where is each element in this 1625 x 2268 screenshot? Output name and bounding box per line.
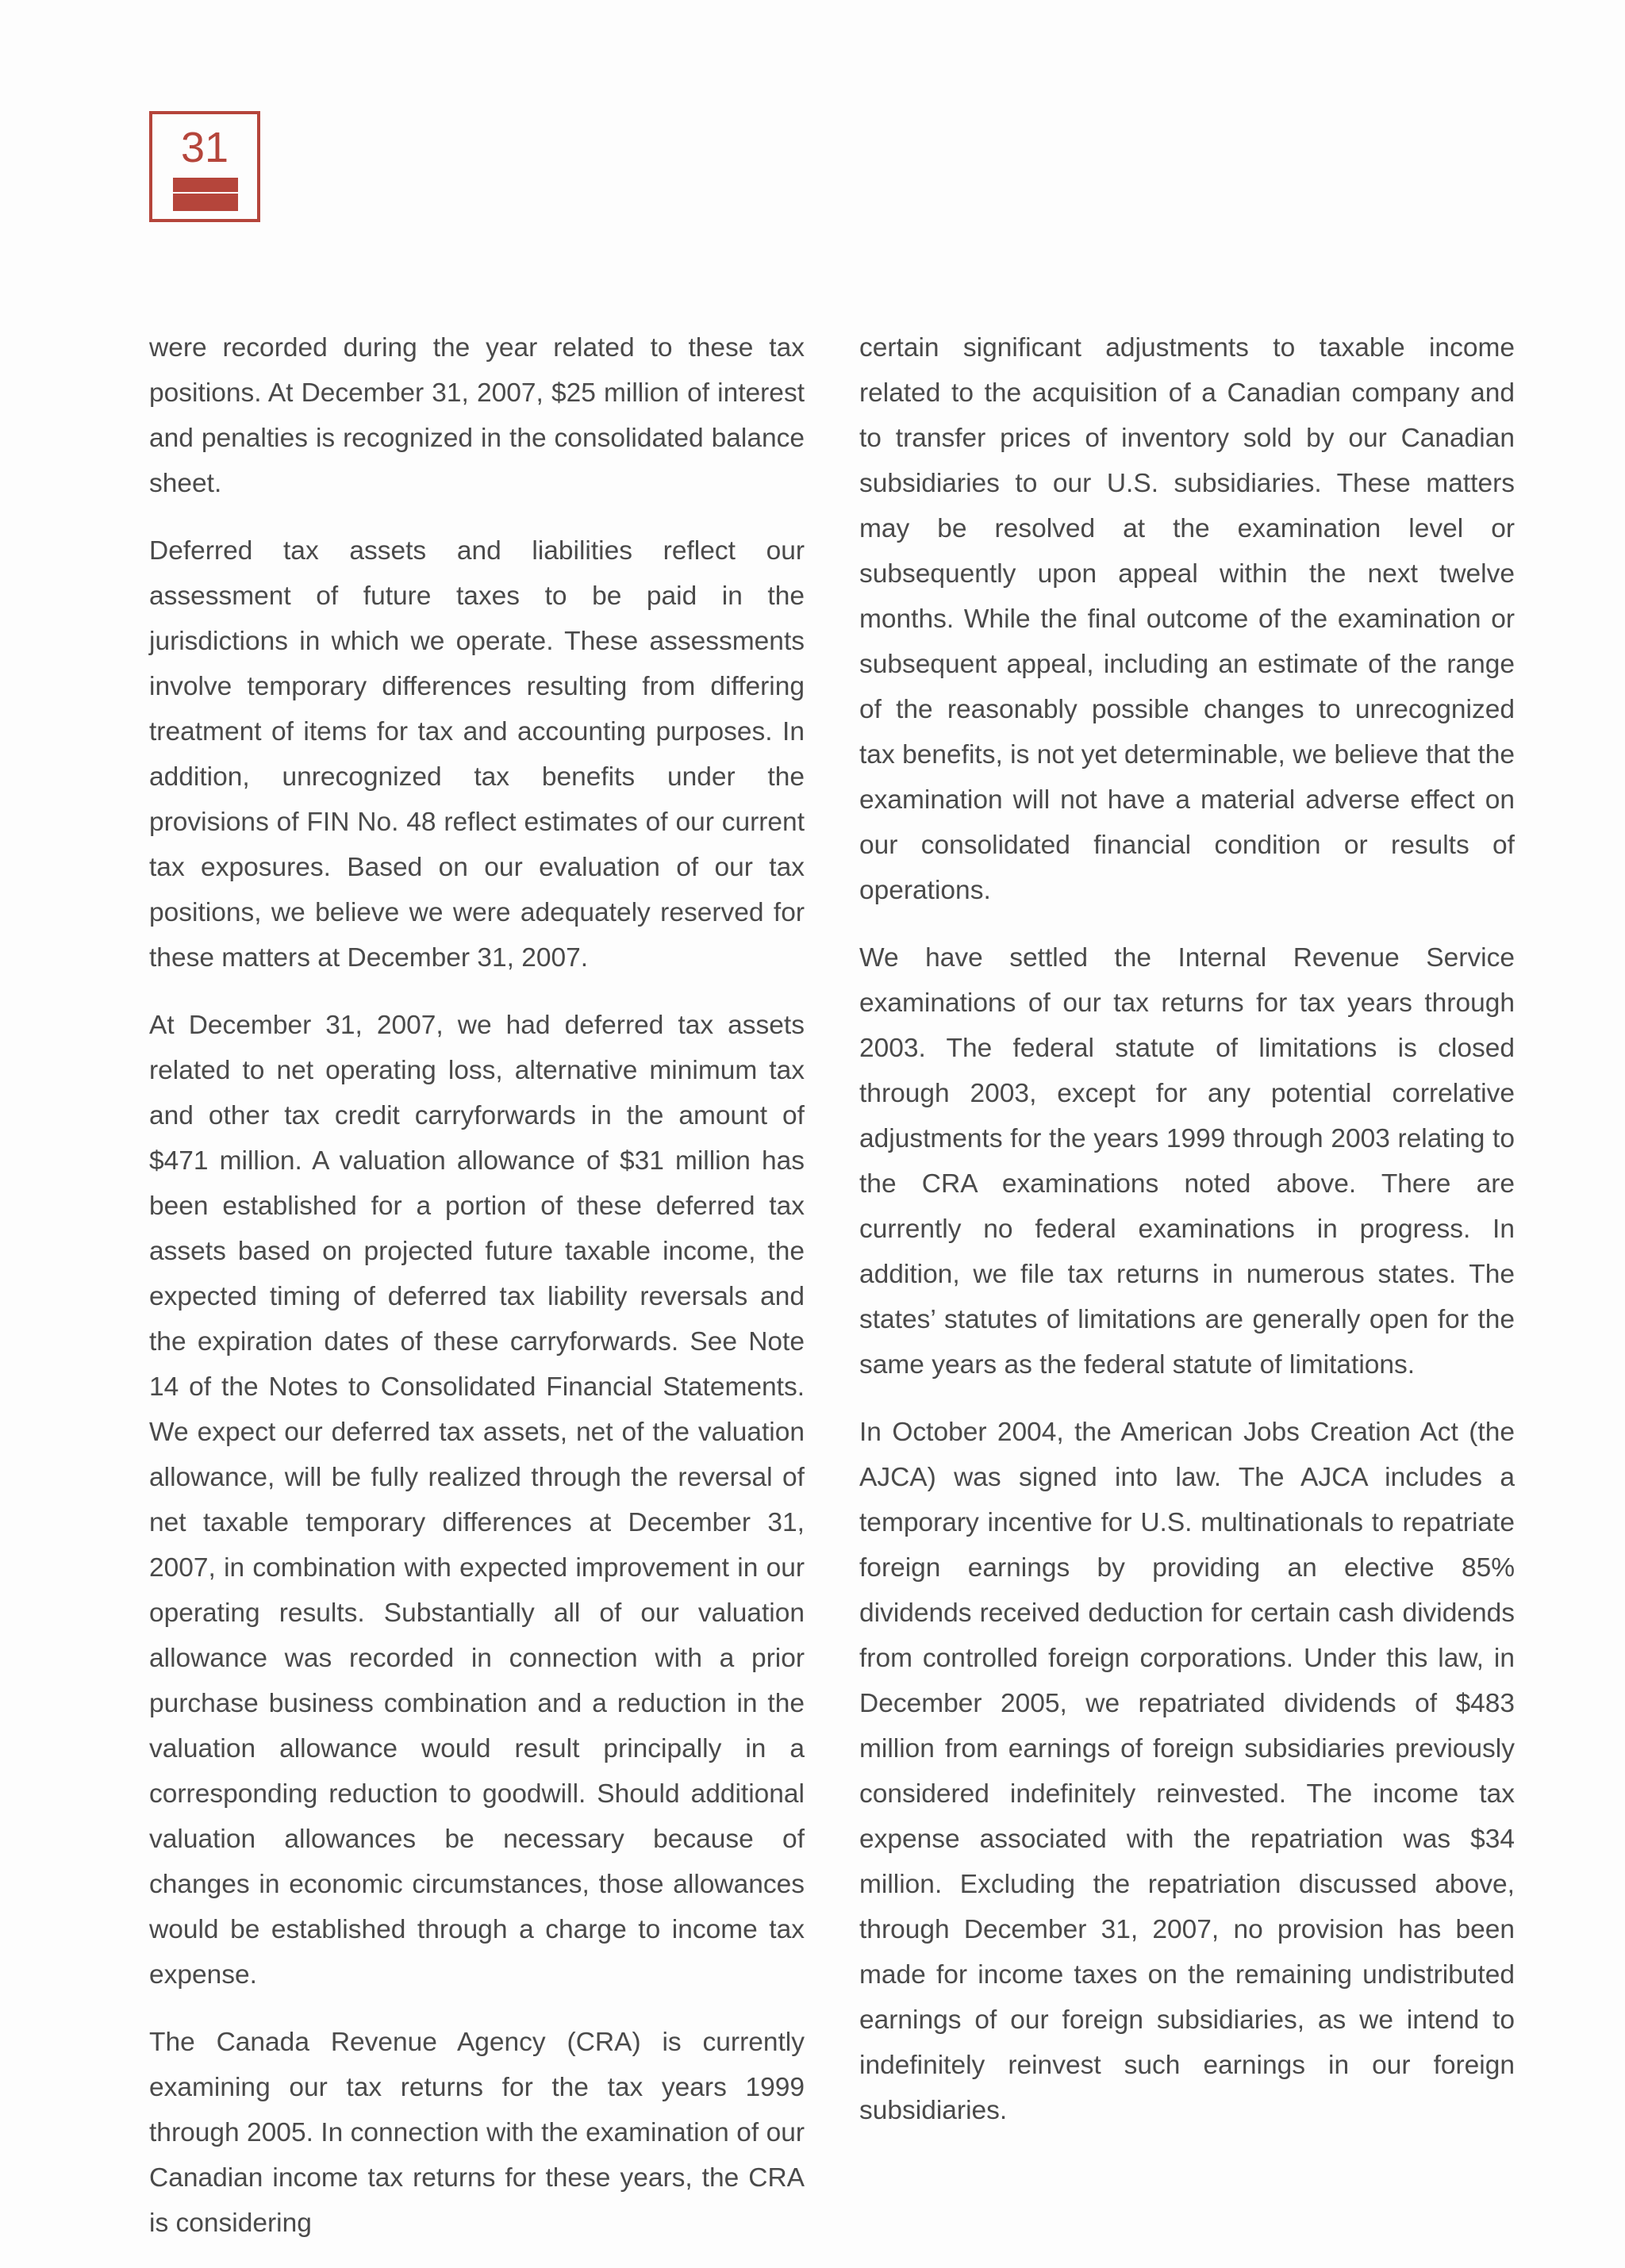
badge-bar-bottom xyxy=(173,194,238,211)
right-paragraph-2: We have settled the Internal Revenue Service examinations of our tax returns for tax years through 2003. The federal statute of limitations is closed through 2003, except for any potential correlative adjustments for the years 1999 through 2003 relating to the CRA examinations noted above. There are currently no federal examinations in progress. In addition, we file tax returns in numerous states. The states’ statutes of limitations are generally open for the same years as the federal statute of limitations. xyxy=(859,943,1515,1380)
left-paragraph-1: were recorded during the year related to these tax positions. At December 31, 2007, $25 million of interest and penalties is recognized in the consolidated balance sheet. xyxy=(149,333,805,498)
left-paragraph-3: At December 31, 2007, we had deferred tax assets related to net operating loss, alternative minimum tax and other tax credit carryforwards in the amount of $471 million. A valuation allowance of $31 million has been established for a portion of these deferred tax assets based on projected future taxable income, the expected timing of deferred tax liability reversals and the expiration dates of these carryforwards. See Note 14 of the Notes to Consolidated Financial Statements. We expect our deferred tax assets, net of the valuation allowance, will be fully realized through the reversal of net taxable temporary differences at December 31, 2007, in combination with expected improvement in our operating results. Substantially all of our valuation allowance was recorded in connection with a prior purchase business combination and a reduction in the valuation allowance would result principally in a corresponding reduction to goodwill. Should additional valuation allowances be necessary because of changes in economic circumstances, those allowances would be established through a charge to income tax expense. xyxy=(149,1011,805,1990)
page-number-badge xyxy=(149,111,260,222)
left-text-column xyxy=(149,325,805,2268)
left-paragraph-4: The Canada Revenue Agency (CRA) is currently examining our tax returns for the tax years 1999 through 2005. In connection with the examination of our Canadian income tax returns for these years, the CRA is considering xyxy=(149,2028,805,2238)
right-text-column xyxy=(859,325,1515,2155)
left-paragraph-2: Deferred tax assets and liabilities reflect our assessment of future taxes to be paid in the jurisdictions in which we operate. These assessments involve temporary differences resulting from differing treatment of items for tax and accounting purposes. In addition, unrecognized tax benefits under the provisions of FIN No. 48 reflect estimates of our current tax exposures. Based on our evaluation of our tax positions, we believe we were adequately reserved for these matters at December 31, 2007. xyxy=(149,536,805,973)
right-paragraph-1: certain significant adjustments to taxable income related to the acquisition of a Canadian company and to transfer prices of inventory sold by our Canadian subsidiaries to our U.S. subsidiaries. These matters may be resolved at the examination level or subsequently upon appeal within the next twelve months. While the final outcome of the examination or subsequent appeal, including an estimate of the range of the reasonably possible changes to unrecognized tax benefits, is not yet determinable, we believe that the examination will not have a material adverse effect on our consolidated financial condition or results of operations. xyxy=(859,333,1515,905)
page-number: 31 xyxy=(180,124,229,171)
right-paragraph-3: In October 2004, the American Jobs Creation Act (the AJCA) was signed into law. The AJCA includes a temporary incentive for U.S. multinationals to repatriate foreign earnings by providing an elective 85% dividends received deduction for certain cash dividends from controlled foreign corporations. Under this law, in December 2005, we repatriated dividends of $483 million from earnings of foreign subsidiaries previously considered indefinitely reinvested. The income tax expense associated with the repatriation was $34 million. Excluding the repatriation discussed above, through December 31, 2007, no provision has been made for income taxes on the remaining undistributed earnings of our foreign subsidiaries, as we intend to indefinitely reinvest such earnings in our foreign subsidiaries. xyxy=(859,1418,1515,2125)
badge-bar-top xyxy=(173,178,238,192)
